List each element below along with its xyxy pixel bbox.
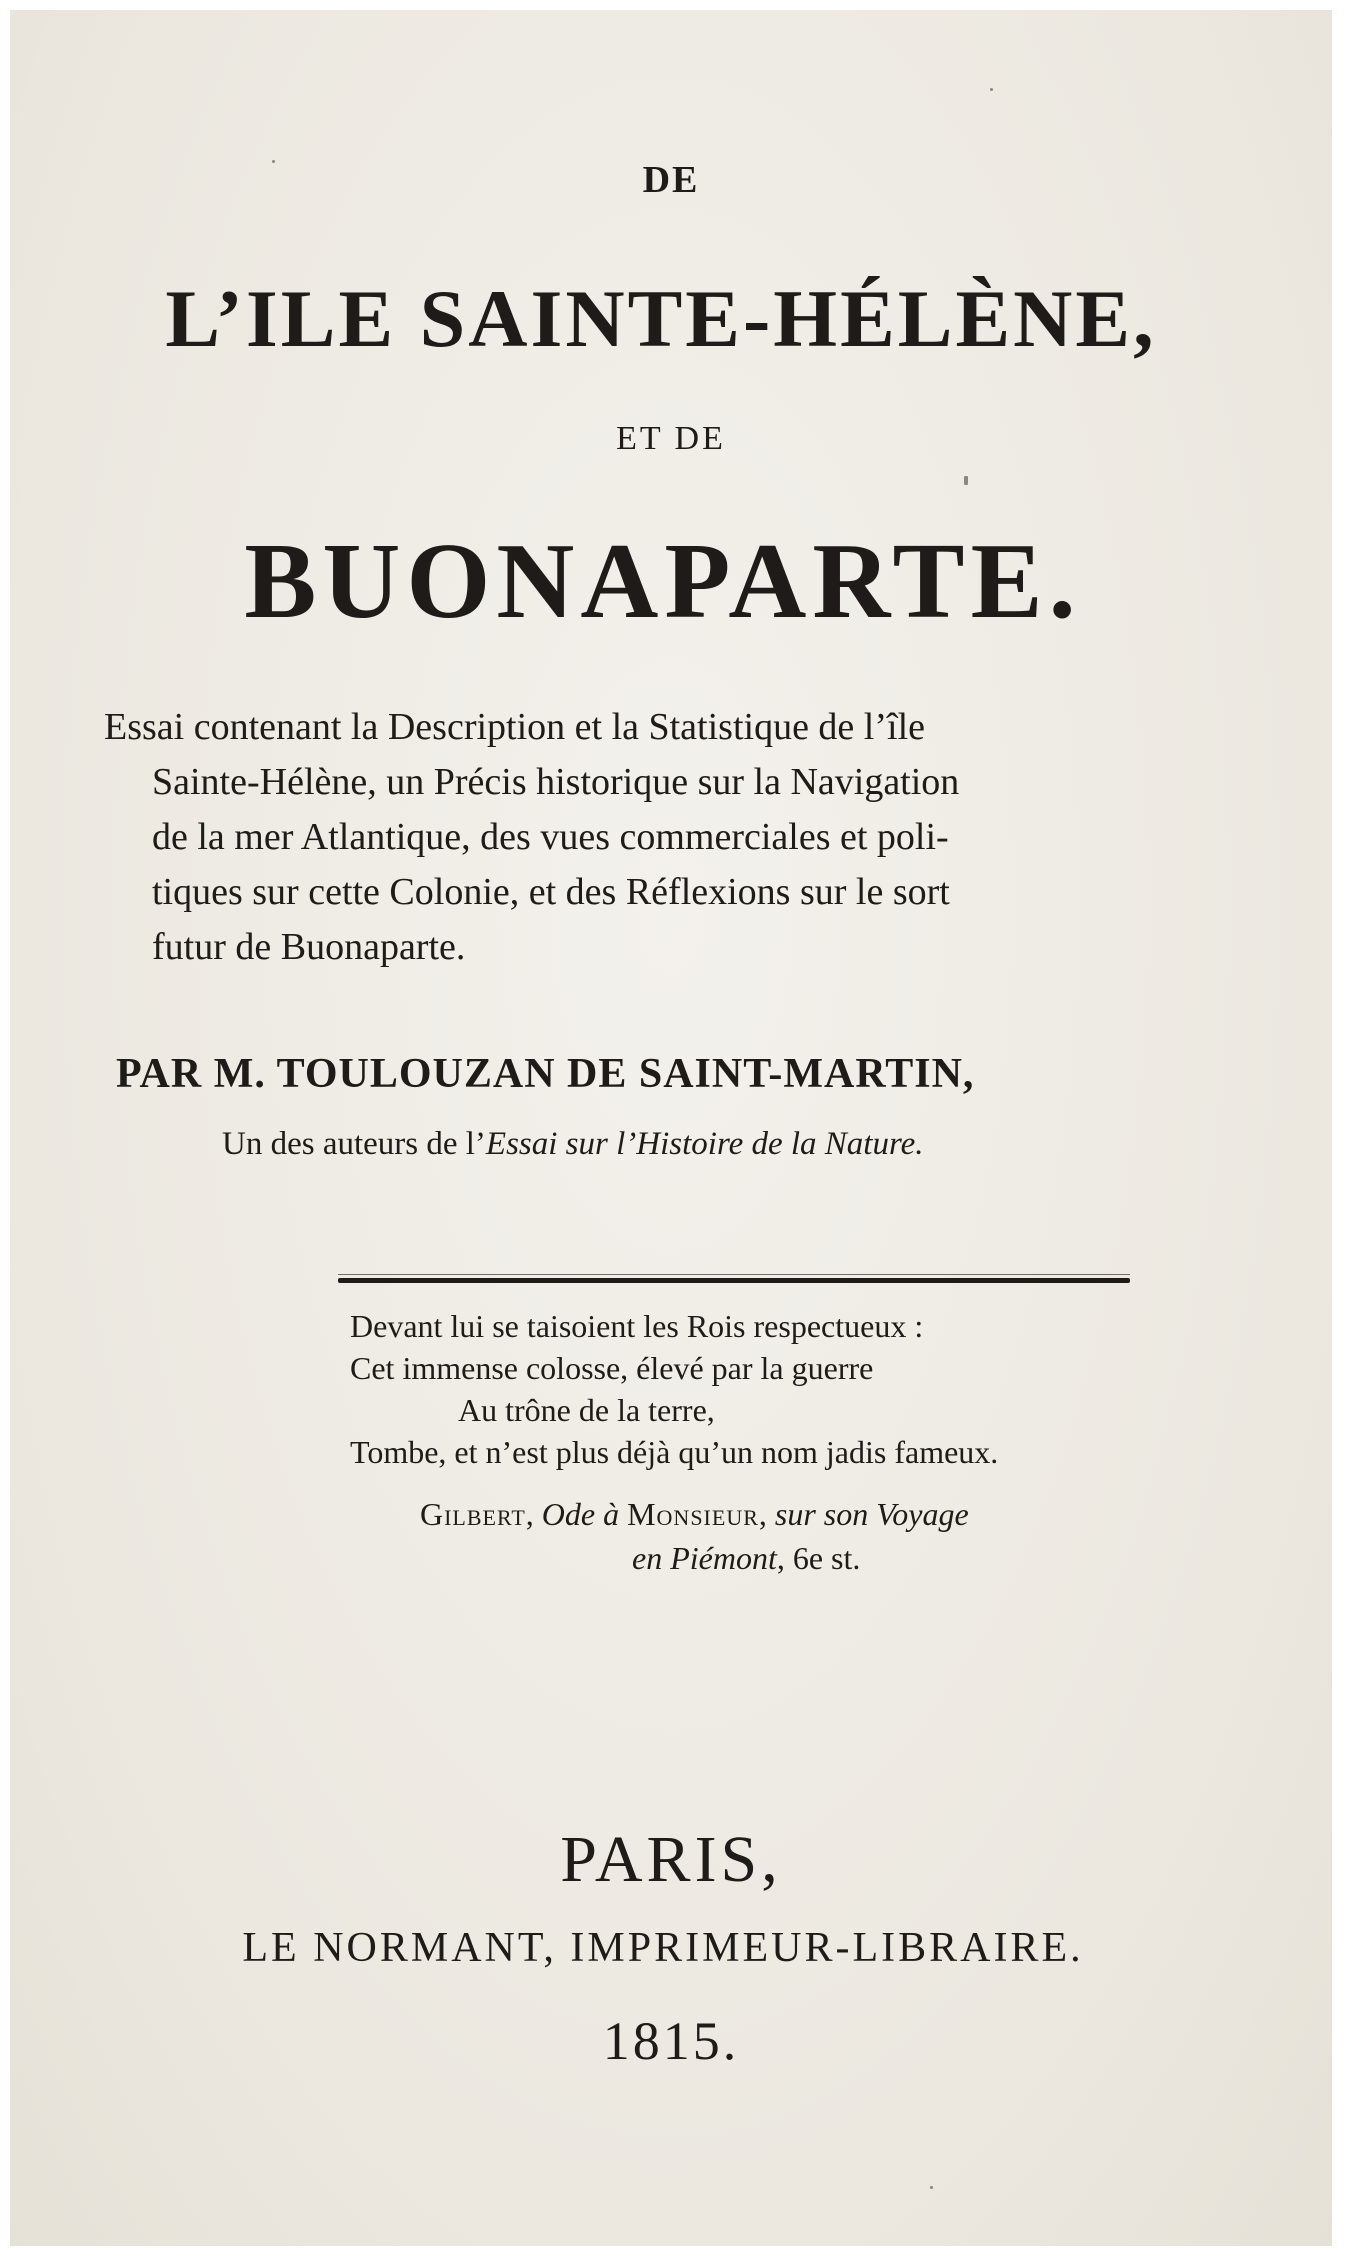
heading-de: DE bbox=[642, 159, 700, 201]
author-note bbox=[222, 1126, 923, 1163]
imprint-city: PARIS, bbox=[560, 1823, 782, 1896]
description-line: de la mer Atlantique, des vues commerciales et poli- bbox=[152, 816, 949, 858]
title-page bbox=[10, 10, 1332, 2246]
epigraph-citation: Gilbert, Ode à Monsieur, sur son Voyage bbox=[420, 1496, 969, 1532]
citation-stanza: 6e st. bbox=[792, 1540, 861, 1576]
imprint-publisher: LE NORMANT, IMPRIMEUR-LIBRAIRE. bbox=[242, 1925, 1084, 1971]
title-line-sainte-helene: L’ILE SAINTE-HÉLÈNE, bbox=[165, 273, 1157, 364]
author-note-work: Essai sur l’Histoire de la Nature. bbox=[485, 1126, 924, 1162]
title-line-buonaparte: BUONAPARTE. bbox=[244, 522, 1082, 641]
description-line: futur de Buonaparte. bbox=[152, 926, 466, 968]
epigraph-line: Tombe, et n’est plus déjà qu’un nom jadis fameux. bbox=[350, 1434, 999, 1470]
paper-speck bbox=[990, 88, 993, 91]
citation-author: Gilbert bbox=[420, 1496, 526, 1532]
epigraph-citation-continued: en Piémont, 6e st. bbox=[632, 1540, 861, 1576]
epigraph-line: Devant lui se taisoient les Rois respectueux : bbox=[350, 1308, 924, 1344]
epigraph-line: Cet immense colosse, élevé par la guerre bbox=[350, 1350, 874, 1386]
citation-title-part-1: sur son Voyage bbox=[774, 1496, 969, 1532]
description-line: tiques sur cette Colonie, et des Réflexions sur le sort bbox=[152, 871, 950, 913]
author-note-prefix: Un des auteurs de l’ bbox=[222, 1126, 486, 1162]
citation-title-part-2: en Piémont bbox=[632, 1540, 777, 1576]
paper-speck bbox=[964, 476, 968, 485]
description-line: Essai contenant la Description et la Statistique de l’île bbox=[104, 706, 925, 748]
epigraph-line: Au trône de la terre, bbox=[458, 1392, 715, 1428]
author-line: PAR M. TOULOUZAN DE SAINT-MARTIN, bbox=[116, 1051, 975, 1097]
paper-speck bbox=[272, 160, 275, 163]
divider-rule-thin bbox=[338, 1274, 1130, 1275]
citation-ode: Ode à bbox=[541, 1496, 620, 1532]
divider-rule bbox=[338, 1278, 1130, 1283]
heading-et-de: ET DE bbox=[616, 420, 726, 457]
paper-speck bbox=[930, 2186, 933, 2189]
citation-dedicatee: Monsieur bbox=[627, 1496, 759, 1532]
imprint-year: 1815. bbox=[602, 2011, 740, 2071]
description-paragraph bbox=[104, 700, 1148, 975]
description-line: Sainte-Hélène, un Précis historique sur la Navigation bbox=[152, 761, 960, 803]
